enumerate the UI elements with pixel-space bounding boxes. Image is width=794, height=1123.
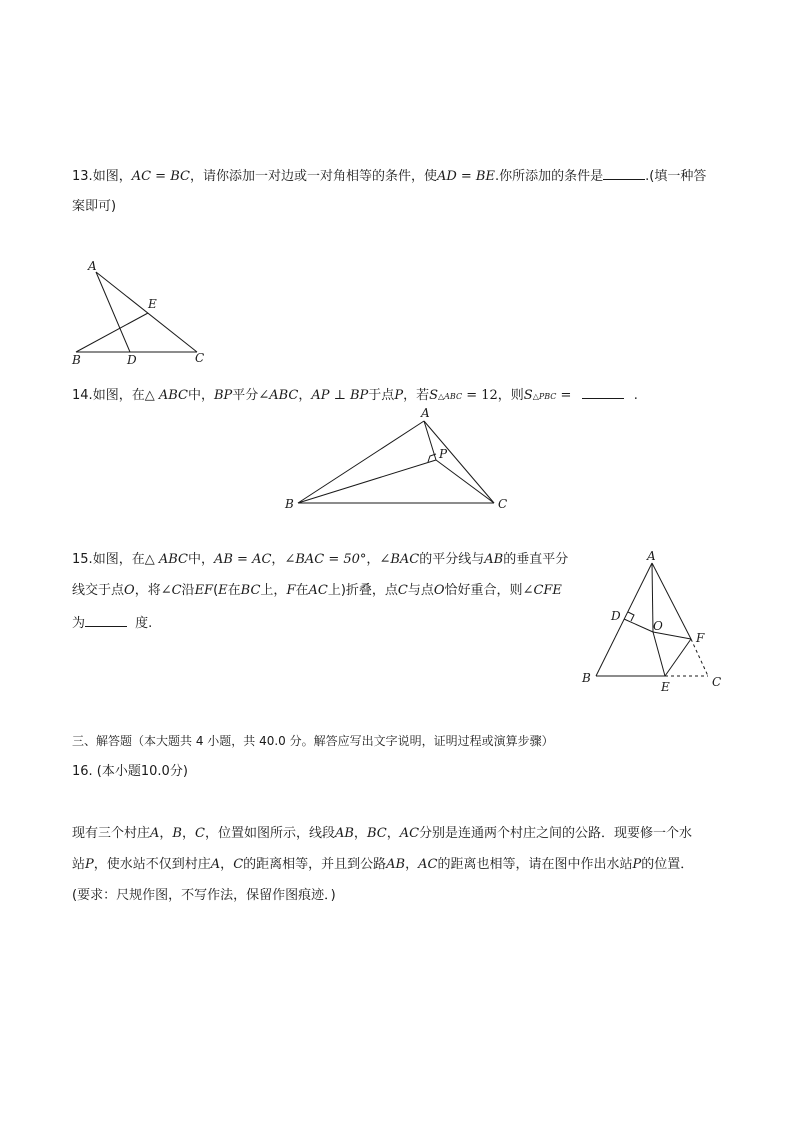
q16-text-line2: 站P，使水站不仅到村庄A，C的距离相等，并且到公路AB，AC的距离也相等，请在图中作出水站P的位置． bbox=[72, 857, 694, 872]
q15-label-F: F bbox=[696, 631, 705, 645]
q14-label-B: B bbox=[285, 497, 294, 511]
q14-label-P: P bbox=[439, 447, 448, 461]
q15-segment-DO bbox=[624, 619, 653, 632]
q15-label-E: E bbox=[661, 680, 670, 694]
q13-label-A: A bbox=[88, 259, 97, 273]
q15-text-line3: 为 度. bbox=[72, 612, 152, 634]
q15-label-O: O bbox=[653, 619, 663, 633]
q13-label-B: B bbox=[72, 353, 81, 367]
q13-label-E: E bbox=[148, 297, 157, 311]
q16-text-line1: 现有三个村庄A，B，C，位置如图所示，线段AB，BC，AC分别是连通两个村庄之间的公路．现要修一个水 bbox=[72, 826, 693, 841]
q14-label-C: C bbox=[498, 497, 508, 511]
q13-label-C: C bbox=[195, 351, 205, 365]
q14-label-A: A bbox=[421, 406, 430, 420]
q15-label-B: B bbox=[582, 671, 591, 685]
q15-text-line2: 线交于点O，将∠C沿EF(E在BC上，F在AC上)折叠，点C与点O恰好重合，则∠CFE bbox=[72, 583, 562, 598]
q15-text-line1: 15.如图，在△ ABC中，AB = AC，∠BAC = 50°，∠BAC的平分线与AB的垂直平分 bbox=[72, 552, 569, 567]
q16-text-line3: (要求：尺规作图，不写作法，保留作图痕迹．) bbox=[72, 888, 336, 903]
q13-label-D: D bbox=[127, 353, 137, 367]
q15-label-D: D bbox=[611, 609, 621, 623]
q15-segment-EF bbox=[665, 639, 691, 676]
q15-segment-OF bbox=[653, 632, 691, 639]
section-3-title: 三、解答题（本大题共 4 小题，共 40.0 分。解答应写出文字说明，证明过程或演算步骤） bbox=[72, 734, 554, 748]
q16-header: 16. (本小题10.0分) bbox=[72, 764, 188, 779]
q15-segment-OE bbox=[653, 632, 665, 676]
q13-text-line2: 案即可) bbox=[72, 199, 117, 214]
q13-text-line1: 13.如图，AC = BC，请你添加一对边或一对角相等的条件，使AD = BE.你所添加的条件是 .(填一种答 bbox=[72, 165, 706, 187]
q15-right-angle-mark bbox=[628, 612, 634, 621]
q15-label-A: A bbox=[647, 549, 656, 563]
q14-text: 14.如图，在△ ABC中，BP平分∠ABC，AP ⊥ BP于点P，若S△ABC = 12，则S△PBC = . bbox=[72, 384, 638, 407]
q15-label-C: C bbox=[712, 675, 722, 689]
